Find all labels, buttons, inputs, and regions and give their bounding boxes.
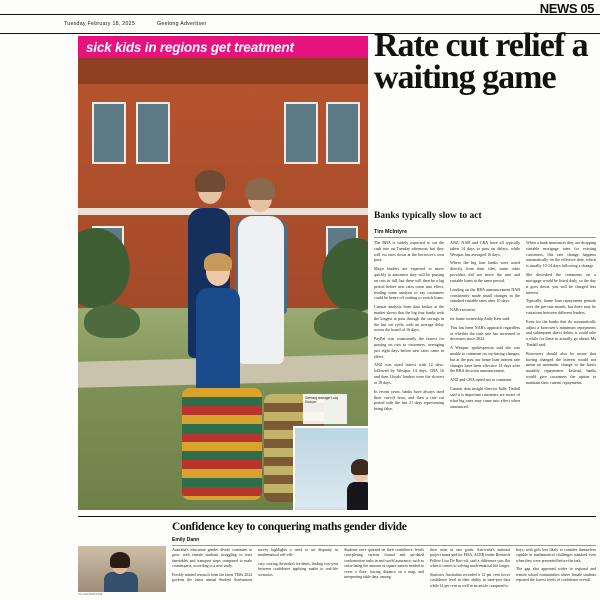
lead-para: ANZ, NAB and CBA have all typically taken 14 days to pass on delays, while Westpac has averaged 16 days. [450, 240, 520, 257]
lead-byline: Tim McIntyre [374, 229, 408, 235]
lead-para: Lending on the RBA announcement NAB consistently made small changes in the standard variable rates after 10 days. [450, 286, 520, 304]
section-label: NEWS [539, 1, 578, 16]
lead-headline: Rate cut relief a waiting game [374, 27, 588, 96]
lead-para: Where the big four banks were noted directly from their files, some other providers did not move the unit and variable loans at the same period. [450, 260, 520, 283]
bottom-para: Freshly minted research from the latest TIMs 2024 governs the latest annual Student Assessment survey highlights a need to set disparity in mathematical self-effi- [172, 548, 338, 583]
bottom-byline: Emily Dann [172, 537, 200, 543]
building-window [326, 102, 360, 164]
bottom-para: Australia's education gender divide continues to grow with female students struggling to trust timetables and transport steps compared to male counterparts, according to a new study. [172, 548, 252, 569]
page-number: 05 [580, 1, 594, 16]
lead-para: Borrowers should also be aware that having changed the interest would not mean an automatic change to the loan's monthly repayments. Instead, banks would give customers the option to maintain their current repayments. [526, 350, 596, 385]
promo-banner-text: sick kids in regions get treatment [86, 39, 294, 55]
lead-para: ANZ and CBA opted not to comment. [450, 377, 513, 383]
promo-banner [78, 36, 368, 58]
lead-para: Canstar data insight director Sally Tindall said it is important customers are aware of what big rates may come into effect when announced. [450, 386, 520, 409]
lead-para: Major lenders are expected to move quickly to announce they will be passing on cuts in full, but there will then be a lag period before new rates come into effect, leading some analysts to say customers could be better off waiting to switch loans. [374, 266, 444, 301]
masthead-publication: Geelong Advertiser [157, 21, 207, 27]
lead-subhead: Banks typically slow to act [374, 211, 482, 221]
photo-caption-box [303, 394, 347, 424]
bottom-para: Students were quizzed on their confidence, levels com-pleting various formal and up-dated conformation tasks in and world assurance, such as calcu-lating the amount of square metres needed to cover a floor, tracing distance on a map, and interpreting table data, among [344, 548, 424, 580]
lead-para: Typically, home loan repayments periods over the pre-rate month, but there may be variations between different lenders. [526, 298, 596, 315]
bottom-body-text [172, 548, 596, 592]
lead-body-text [374, 240, 596, 515]
building-window [92, 102, 126, 164]
bottom-byline-divider [172, 545, 596, 546]
lead-photo [78, 58, 368, 510]
masthead-section [540, 1, 594, 16]
photo-person-hair [195, 170, 225, 192]
photo-caption: Geelong teenager Lucy Dickson [305, 396, 339, 404]
photo-person-hair [204, 253, 232, 271]
inset-photo [293, 426, 368, 510]
inset-person-hair [351, 459, 368, 475]
photo-foreground-stripes [182, 388, 262, 500]
photo-shrub [314, 308, 368, 340]
page-footer-code: V1-GAT0218-PG5 [78, 592, 103, 596]
lead-para: A Westpac spokesperson said she was unable to comment on cut-timing changes, but at the past our home loan interest rate changes have been effective 14 days after the RBA decision announcement. [450, 345, 520, 374]
lead-para: PayPal was consistently the fastest for passing on cuts to customers, averaging just eight days before new rates came in effect. [374, 336, 444, 359]
byline-divider [374, 237, 596, 238]
lead-para: for home ownership Andy Kerr said: [450, 315, 511, 321]
bottom-para: boys, with girls less likely to consider themselves capable in mathematical challenges standard even when they were presented before the task. [516, 548, 596, 563]
masthead-date: Tuesday February 18, 2025 [64, 21, 136, 27]
bottom-para: cacy scoring Australia's tra-dents, finding two-year between confidence applying maths to real-life scenarios. [258, 561, 338, 577]
bottom-para: The gap also appeared wider in regional and remote school communities where female students reported the lowest levels of confidence overall. [516, 567, 596, 583]
lead-para: When a bank announces they are dropping variable mortgage rates for existing customers, this rate change happens automatically on the effective date, which is usually 10-14 days following a change. [526, 240, 596, 269]
lead-para: In recent years, banks have always used their cut-off hour, and then a rate cut period with the last 21 days representing being false. [374, 388, 444, 412]
lead-para: This has been NAB's approach regardless of whether the cash rate has increased or decreases since 2022. [450, 324, 520, 342]
photo-person-hair [245, 178, 275, 200]
building-roof [78, 58, 368, 84]
building-window [284, 102, 318, 164]
building-window [136, 102, 170, 164]
bottom-photo-person-hair [110, 552, 130, 568]
bottom-para: Statistics Australian recorded a 12 per cent lower confidence level in their ability to inter-pret data while 14 per cent as well in an article compared to [430, 572, 510, 588]
lead-para: Even for the banks that do automatically adjust a borrower's minimum repayments and subsequent direct debits, it could take a while for these to actually go ahead, Ms Tindall said. [526, 318, 596, 347]
photo-person-child [196, 288, 240, 398]
inset-person-body [347, 482, 368, 510]
lead-para: The RBA is widely expected to cut the cash rate on Tuesday afternoon, but they will cut rates down at the borrower's own pace. [374, 240, 444, 263]
photo-shrub [84, 304, 140, 338]
bottom-article-divider [78, 516, 596, 517]
lead-para: ANZ was sized fastest with 12 days, followed by Westpac 14 days, CBA 16 and then Lloyds' lenders were the slowest at 18 days. [374, 362, 444, 385]
photo-person-adult-right [238, 216, 284, 364]
bottom-headline: Confidence key to conquering maths gender divide [172, 521, 407, 533]
bottom-photo-person-body [104, 572, 138, 592]
lead-para: NAB executive [450, 307, 476, 313]
lead-para: Canstar analysis from data broker at the market shows that the big four banks took the longest to pass through the savings in the last cut cycle, with an average delay across the board of 16 days. [374, 304, 444, 333]
bottom-para: their suite in rate goals. Aus-tralia's national project mana-ged for FISA, ACER leader Research Fellow Lisa De Bort-oli, said a difference was flat when it comes to solving math-ematical life longer. [430, 548, 510, 569]
lead-para: She described the comments on a mortgage would be listed daily, so the day it goes down, you will be charged less interest. [526, 272, 596, 295]
bottom-photo [78, 546, 166, 592]
